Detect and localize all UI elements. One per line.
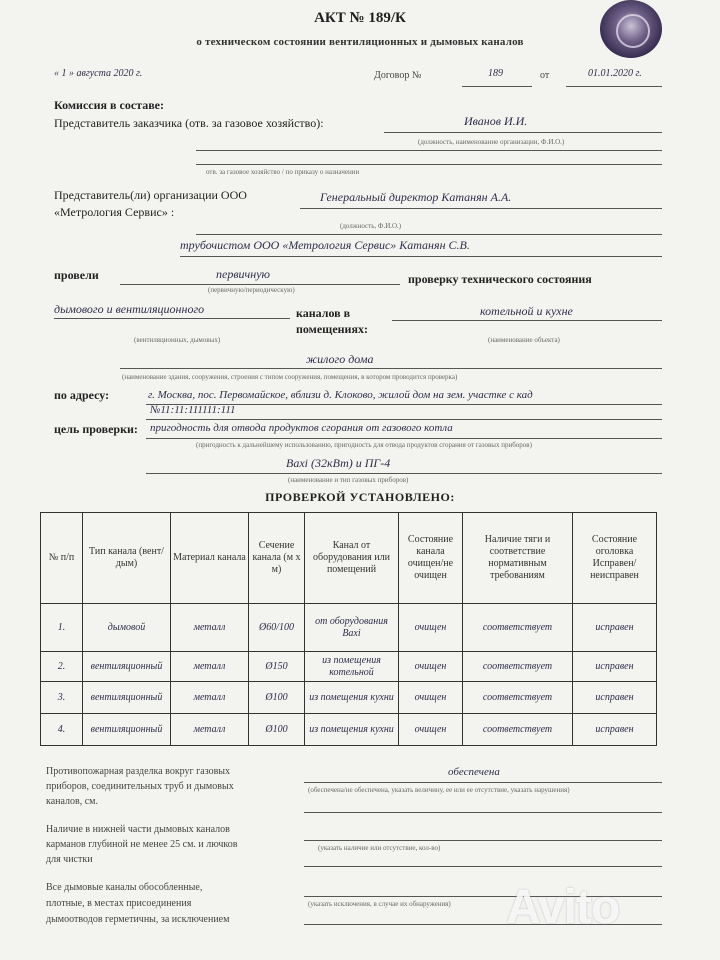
commission-heading: Комиссия в составе: [54,98,164,112]
table-cell: 2. [41,652,83,682]
sealed-label-line1: Все дымовые каналы обособленные, [46,882,203,893]
table-cell: металл [171,604,249,652]
table-cell: исправен [573,652,657,682]
table-cell: из помещения кухни [305,682,399,714]
customer-rep-hint-2: отв. за газовое хозяйство / по приказу о назначении [206,168,360,176]
table-cell: очищен [399,604,463,652]
pockets-label-line2: карманов глубиной не менее 25 см. и лючков [46,839,238,850]
contract-from-label: от [540,70,550,81]
table-cell: исправен [573,604,657,652]
table-cell: очищен [399,682,463,714]
table-cell: соответствует [463,682,573,714]
table-cell: очищен [399,652,463,682]
table-cell: исправен [573,682,657,714]
established-heading: ПРОВЕРКОЙ УСТАНОВЛЕНО: [265,490,455,504]
column-header: № п/п [41,513,83,604]
table-header-row [41,513,657,604]
rooms-hint: (наименование объекта) [488,336,560,344]
trubochist-value: трубочистом ООО «Метрология Сервис» Катанян С.В. [180,238,470,252]
seal-stamp-icon [600,0,662,58]
table-cell: 3. [41,682,83,714]
table-cell: 4. [41,714,83,746]
column-header: Наличие тяги и соответствие нормативным требованиям [463,513,573,604]
pockets-label-line1: Наличие в нижней части дымовых каналов [46,824,230,835]
table-cell: очищен [399,714,463,746]
column-header: Состояние канала очищен/не очищен [399,513,463,604]
table-cell: Ø100 [249,714,305,746]
building-hint: (наименование здания, сооружения, строения с типом сооружения, помещения, в котором проводится проверка) [122,373,458,381]
sealed-label-line2: плотные, в местах присоединения [46,898,192,909]
table-cell: вентиляционный [83,682,171,714]
column-header: Сечение канала (м х м) [249,513,305,604]
page-subtitle: о техническом состоянии вентиляционных и дымовых каналов [196,36,524,48]
table-cell: дымовой [83,604,171,652]
org-hint: (должность, Ф.И.О.) [340,222,402,230]
devices-value: Baxi (32кВт) и ПГ-4 [286,456,391,470]
customer-rep-hint: (должность, наименование организации, Ф.И.О.) [418,138,565,146]
table-cell: от оборудования Baxi [305,604,399,652]
table-cell: соответствует [463,652,573,682]
table-cell: соответствует [463,714,573,746]
table-row [41,714,657,746]
column-header: Канал от оборудования или помещений [305,513,399,604]
org-label-line1: Представитель(ли) организации ООО [54,188,247,202]
table-row [41,604,657,652]
sealed-label-line3: дымоотводов герметичны, за исключением [46,914,230,925]
table-cell: из помещения котельной [305,652,399,682]
channels-hint: (вентиляционных, дымовых) [134,336,221,344]
table-cell: исправен [573,714,657,746]
pockets-label-line3: для чистки [46,854,93,865]
fire-value: обеспечена [448,766,500,778]
page-title: АКТ № 189/К [314,10,406,26]
channels-value: дымового и вентиляционного [54,302,205,316]
purpose-value: пригодность для отвода продуктов сгорания от газового котла [150,422,453,434]
avito-watermark: Avito [506,881,620,934]
act-date: « 1 » августа 2020 г. [54,68,143,79]
address-label: по адресу: [54,388,110,402]
fire-label-line1: Противопожарная разделка вокруг газовых [46,766,231,777]
table-cell: Ø100 [249,682,305,714]
table-row [41,682,657,714]
rooms-label-line1: каналов в [296,306,351,320]
org-value: Генеральный директор Катанян А.А. [320,190,512,204]
check-label: проверку технического состояния [408,272,592,286]
table-cell: металл [171,714,249,746]
fire-label-line2: приборов, соединительных труб и дымовых [46,781,234,792]
table-row [41,652,657,682]
fire-hint: (обеспечена/не обеспечена, указать величину, ее или ее отсутствие, указать нарушения) [308,786,570,794]
contract-number: 189 [488,68,503,79]
table-cell: вентиляционный [83,652,171,682]
column-header: Материал канала [171,513,249,604]
table-cell: металл [171,652,249,682]
conducted-value: первичную [216,267,270,281]
rooms-value: котельной и кухне [480,304,573,318]
conducted-hint: (первичную/периодическую) [208,286,295,294]
inspection-table [40,512,657,746]
customer-rep-value: Иванов И.И. [464,114,528,128]
table-cell: вентиляционный [83,714,171,746]
contract-date: 01.01.2020 г. [588,68,642,79]
conducted-label: провели [54,268,99,282]
table-cell: Ø150 [249,652,305,682]
column-header: Тип канала (вент/дым) [83,513,171,604]
table-cell: 1. [41,604,83,652]
sealed-hint: (указать исключения, в случае их обнаружения) [308,900,451,908]
customer-rep-label: Представитель заказчика (отв. за газовое хозяйство): [54,116,324,130]
table-cell: из помещения кухни [305,714,399,746]
address-line2: №11:11:111111:111 [150,404,236,416]
address-line1: г. Москва, пос. Первомайское, вблизи д. Клоково, жилой дом на зем. участке с кад [148,389,533,401]
contract-label: Договор № [374,70,422,81]
table-cell: Ø60/100 [249,604,305,652]
purpose-label: цель проверки: [54,422,138,436]
fire-label-line3: каналов, см. [46,796,99,807]
purpose-hint: (пригодность к дальнейшему использованию, пригодность для отвода продуктов сгорания от газовых приборов) [196,441,532,449]
pockets-hint: (указать наличие или отсутствие, кол-во) [318,844,441,852]
column-header: Состояние оголовка Исправен/неисправен [573,513,657,604]
building-value: жилого дома [306,352,374,366]
devices-hint: (наименование и тип газовых приборов) [288,476,409,484]
table-cell: соответствует [463,604,573,652]
table-cell: металл [171,682,249,714]
rooms-label-line2: помещениях: [296,322,368,336]
org-label-line2: «Метрология Сервис» : [54,205,175,219]
